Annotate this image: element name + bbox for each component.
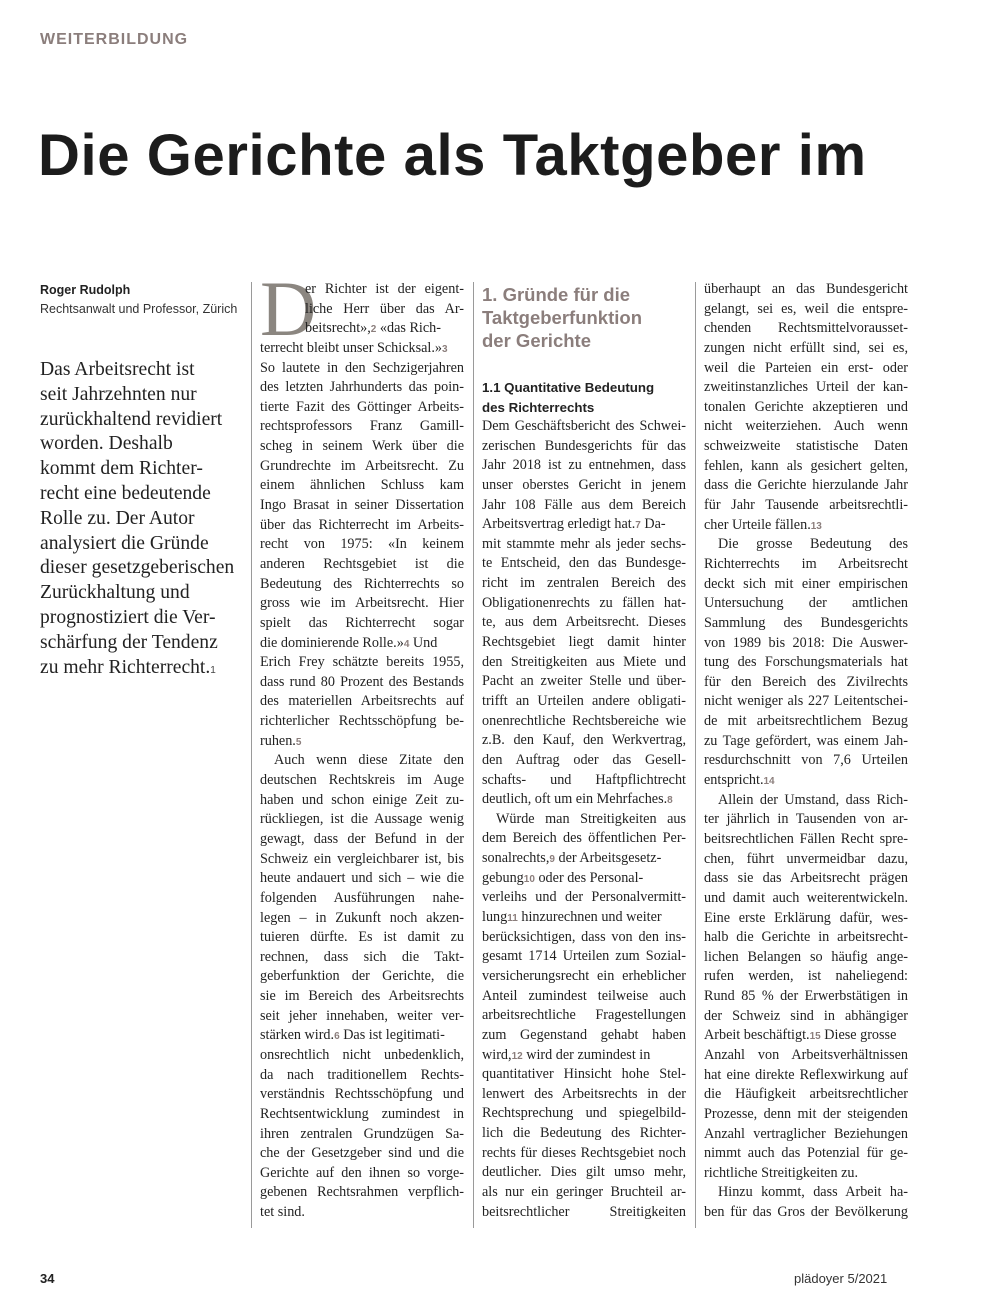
text-line: So lautete in den Sechzigerjahren xyxy=(260,359,464,376)
text-line: gesamt 1714 Urteilen zum Sozial- xyxy=(482,948,686,965)
text-line: zungen nicht erfüllt sind, sei es, xyxy=(704,339,908,356)
text-line: schweizweite statistische Daten xyxy=(704,438,908,455)
section-label: WEITERBILDUNG xyxy=(40,31,189,48)
text-line: gebenen Rechtsrahmen verpflich- xyxy=(260,1184,464,1201)
text-fragment: terrecht bleibt unser Schicksal.» xyxy=(260,339,443,356)
footnote-ref[interactable]: 11 xyxy=(507,913,518,925)
text-line: zweitinstanzliches Urteil der kan- xyxy=(704,379,908,396)
text-fragment: Da- xyxy=(640,516,666,533)
text-line: lich die Bedeutung des Richter- xyxy=(482,1125,686,1142)
text-line: Ingo Brasat in seiner Dissertation xyxy=(260,497,464,514)
footnote-ref[interactable]: 12 xyxy=(511,1050,523,1062)
text-line: ihren zentralen Grundzügen Sa- xyxy=(260,1125,464,1142)
text-fragment: Arbeitsvertrag erledigt hat. xyxy=(482,516,636,533)
text-fragment: Arbeit beschäftigt. xyxy=(704,1027,810,1044)
text-line: haben und schon einige Zeit zu- xyxy=(260,791,464,808)
subheading-line: 1.1 Quantitative Bedeutung xyxy=(482,380,655,395)
text-line: ben für das Gros der Bevölkerung xyxy=(704,1204,908,1221)
text-line: gewagt, dass der Befund in der xyxy=(260,830,464,847)
text-line: deckt sich mit einer empirischen xyxy=(704,575,908,592)
footnote-ref[interactable]: 13 xyxy=(810,520,822,532)
text-line: einem ähnlichen Schluss kam xyxy=(260,477,464,494)
lead-line: zurückhaltend revidiert xyxy=(40,408,223,430)
lead-line: Das Arbeitsrecht ist xyxy=(40,359,195,380)
page-number: 34 xyxy=(40,1271,55,1286)
footnote-ref[interactable]: 9 xyxy=(549,854,555,866)
footnote-ref[interactable]: 14 xyxy=(763,776,775,788)
text-line: halb die Gerichte in arbeitsrecht- xyxy=(704,929,908,946)
lead-line: analysiert die Gründe xyxy=(40,532,209,554)
article-headline: Die Gerichte als Taktgeber im xyxy=(38,123,867,188)
text-line: scheg in seinem Werk über die xyxy=(260,438,464,455)
text-line xyxy=(482,790,686,810)
text-line: Obligationenrechts zu fällen hat- xyxy=(482,594,686,611)
text-line: recht von 1975: «In keinem xyxy=(260,536,464,553)
text-line: Prozesse, denn mit der steigenden xyxy=(704,1105,908,1122)
lead-line xyxy=(40,656,240,684)
text-line: versicherungsrecht ein erheblicher xyxy=(482,967,686,984)
section-heading xyxy=(482,283,642,352)
text-line: Anzahl von Arbeitsverhältnissen xyxy=(704,1046,908,1063)
text-line: beitsrechtlichen Fällen Recht spre- xyxy=(704,830,908,847)
text-line: deutschen Rechtskreis im Auge xyxy=(260,772,464,789)
text-line: für den Bereich des Zivilrechts xyxy=(704,673,908,690)
text-line: der Schweiz sind in abhängiger xyxy=(704,1007,908,1024)
text-line: richt im zentralen Bereich des xyxy=(482,575,686,592)
text-line: Anzahl vertraglicher Beziehungen xyxy=(704,1125,908,1142)
text-line: Allein der Umstand, dass Rich- xyxy=(718,791,908,808)
text-line: und damit auch weiterentwickeln. xyxy=(704,889,908,906)
text-fragment: sonalrechts, xyxy=(482,850,550,867)
body-column-1 xyxy=(260,280,464,1223)
text-line: gelangt, sei es, weil die entspre- xyxy=(704,300,908,317)
text-fragment: Das ist legitimati- xyxy=(339,1027,445,1044)
text-line: ter jährlich in Tausenden von ar- xyxy=(704,811,908,828)
text-line: den Streitigkeiten aus Miete und xyxy=(482,653,686,670)
footnote-ref[interactable]: 3 xyxy=(442,343,448,355)
text-line: tonalen Gerichte akzeptieren und xyxy=(704,398,908,415)
text-line: Schweiz ein vergleichbarer ist, bis xyxy=(260,850,464,867)
text-line xyxy=(482,908,686,928)
footnote-ref[interactable]: 1 xyxy=(210,664,216,676)
text-line xyxy=(704,516,908,536)
text-line: zum Gegenstand gehabt haben xyxy=(482,1026,686,1043)
text-line: Grundrechte im Arbeitsrecht. Zu xyxy=(260,457,464,474)
text-line: folgenden Ausführungen nahe- xyxy=(260,889,464,906)
subheading-line: des Richterrechts xyxy=(482,400,595,415)
text-fragment: ruhen. xyxy=(260,732,296,749)
text-line: richterlicher Rechtsschöpfung be- xyxy=(260,713,464,730)
text-line: rückliegen, ist die Aussage wenig xyxy=(260,811,464,828)
footnote-ref[interactable]: 8 xyxy=(667,795,673,807)
text-line: anderen Rechtsgebiet ist die xyxy=(260,555,464,572)
text-line: tierte Fazit des Göttinger Arbeits- xyxy=(260,398,464,415)
text-line: spielt das Richterrecht sogar xyxy=(260,614,464,631)
author-name: Roger Rudolph xyxy=(40,283,131,297)
text-line: mit stammte mehr als jeder sechs- xyxy=(482,535,686,552)
text-line: Anteil zumindest teilweise auch xyxy=(482,987,686,1004)
text-line: che der Gesetzgeber sind und die xyxy=(260,1145,464,1162)
heading-line: 1. Gründe für die xyxy=(482,284,631,305)
lead-line: Zurückhaltung und xyxy=(40,582,190,604)
text-line: dass rund 80 Prozent des Bestands xyxy=(260,673,464,690)
text-line: Bedeutung des Richterrechts so xyxy=(260,575,464,592)
text-line: überhaupt an das Bundesgericht xyxy=(704,281,908,297)
text-fragment: entspricht. xyxy=(704,772,764,789)
text-line: fehlen, kann als gesichert gelten, xyxy=(704,457,908,474)
text-line: quantitativer Hinsicht hohe Stel- xyxy=(482,1066,686,1083)
text-line xyxy=(482,515,686,535)
text-line: te, aus dem Arbeitsrecht. Dieses xyxy=(482,614,686,631)
text-line: Erich Frey schätzte bereits 1955, xyxy=(260,654,464,671)
text-line: von 1989 bis 2018: Die Auswer- xyxy=(704,634,908,651)
text-line: Auch wenn diese Zitate den xyxy=(274,752,464,769)
text-line: rufen werden, ist naheliegend: xyxy=(704,968,908,985)
text-fragment: hinzurechnen und weiter xyxy=(517,909,662,926)
footnote-ref[interactable]: 10 xyxy=(523,873,535,885)
text-fragment: gebung xyxy=(482,869,524,886)
text-line: onenrechtliche Rechtsbereiche wie xyxy=(482,712,686,729)
lead-line: Rolle zu. Der Autor xyxy=(40,507,195,529)
text-fragment: Und xyxy=(409,634,438,651)
text-line: legen – in Zukunft noch akzen- xyxy=(260,909,464,926)
text-fragment: der Arbeitsgesetz- xyxy=(554,850,662,867)
footnote-ref[interactable]: 6 xyxy=(334,1031,340,1043)
text-line: de mit arbeitsrechtlichem Bezug xyxy=(704,713,908,730)
text-line: er Richter ist der eigent- xyxy=(305,281,464,297)
text-line: Pacht an zweiter Stelle und über- xyxy=(482,673,686,690)
text-line: rechts für dieses Rechtsgebiet noch xyxy=(482,1144,686,1161)
text-line: rechtsprofessors Franz Gamill- xyxy=(260,418,464,435)
column-divider xyxy=(473,282,474,1228)
text-fragment: deutlich, oft um ein Mehrfaches. xyxy=(482,791,668,808)
text-fragment: Diese grosse xyxy=(820,1027,897,1044)
text-line: verleihs und der Personalvermitt- xyxy=(482,889,686,906)
text-line: dem Bereich des öffentlichen Per- xyxy=(482,830,686,847)
text-line: über das Richterrecht im Arbeits- xyxy=(260,516,464,533)
body-column-2 xyxy=(482,417,686,1222)
text-line: nimmt auch das Potenzial für ge- xyxy=(704,1145,908,1162)
text-line: des materiellen Arbeitsrechts auf xyxy=(260,693,464,710)
text-line: weil die Parteien ein erst- oder xyxy=(704,359,908,376)
text-line: Dem Geschäftsbericht des Schwei- xyxy=(482,418,686,434)
text-fragment: lung xyxy=(482,909,508,926)
text-line: resdurchschnitt von 7,6 Urteilen xyxy=(704,752,908,769)
text-line: für Jahr Tausende arbeitsrechtli- xyxy=(704,497,908,514)
lead-line: kommt dem Richter- xyxy=(40,458,203,480)
text-line: die Häufigkeit arbeitsrechtlicher xyxy=(704,1086,908,1103)
lead-line-text: zu mehr Richterrecht. xyxy=(40,656,211,678)
drop-cap: D xyxy=(260,265,317,352)
text-line: als nur ein geringer Bruchteil ar- xyxy=(482,1183,686,1200)
text-line xyxy=(482,869,686,889)
text-line: tuieren dürfte. Es ist damit zu xyxy=(260,929,464,946)
text-line xyxy=(482,849,686,869)
text-line: Eine erste Erklärung dafür, wes- xyxy=(704,909,908,926)
subsection-heading xyxy=(482,378,654,418)
text-line: chen, führt unvermeidbar dazu, xyxy=(704,850,908,867)
text-line: chenden Rechtsmittelvorausset- xyxy=(704,320,908,337)
text-line: heute andauert und sich – wie die xyxy=(260,870,464,887)
lead-line: worden. Deshalb xyxy=(40,433,173,455)
text-line: den Auftrag oder das Gesell- xyxy=(482,751,686,768)
text-line: te Entscheid, den das Bundesge- xyxy=(482,555,686,572)
text-line: hat eine direkte Reflexwirkung auf xyxy=(704,1066,908,1083)
footnote-ref[interactable]: 15 xyxy=(809,1031,821,1043)
text-line: berücksichtigen, dass von den ins- xyxy=(482,928,686,945)
text-fragment: «das Rich- xyxy=(376,320,441,337)
text-line: z.B. den Kauf, den Werkvertrag, xyxy=(482,732,686,749)
text-line: Rund 85 % der Erwerbstätigen in xyxy=(704,988,908,1005)
text-line: beitsrechtlicher Streitigkeiten xyxy=(482,1203,686,1220)
text-line xyxy=(260,634,464,654)
text-line: Untersuchung der amtlichen xyxy=(704,595,908,612)
text-line: seit jeher innehaben, weiter ver- xyxy=(260,1007,464,1024)
lead-line: schärfung der Tendenz xyxy=(40,631,218,653)
text-line: Rechtsgebiet liegt damit hinter xyxy=(482,634,686,651)
text-line: Sammlung des Bundesgerichts xyxy=(704,614,908,631)
text-line: liche Herr über das Ar- xyxy=(305,300,464,317)
footnote-ref[interactable]: 4 xyxy=(403,638,410,650)
text-line: Richterrechts im Arbeitsrecht xyxy=(704,555,908,572)
text-line: richtliche Streitigkeiten zu. xyxy=(704,1164,859,1181)
column-divider xyxy=(251,282,252,1228)
lead-line: dieser gesetzgeberischen xyxy=(40,557,235,579)
text-line: nicht weniger als 227 Leitentschei- xyxy=(704,693,908,710)
text-line: tet sind. xyxy=(260,1204,305,1221)
text-line: nicht weiterziehen. Auch wenn xyxy=(704,418,908,435)
text-line: arbeitsrechtliche Fragestellungen xyxy=(482,1007,686,1024)
lead-line: recht eine bedeutende xyxy=(40,482,211,504)
column-divider xyxy=(695,282,696,1228)
magazine-issue: plädoyer 5/2021 xyxy=(794,1271,888,1286)
text-line: rechnen, dass sich die Takt- xyxy=(260,948,464,965)
lead-line: seit Jahrzehnten nur xyxy=(40,383,197,405)
text-line: lenwert des Arbeitsrechts in der xyxy=(482,1085,686,1102)
author-role: Rechtsanwalt und Professor, Zürich xyxy=(40,302,238,316)
text-line: schafts- und Haftpflichtrecht xyxy=(482,771,686,788)
footnote-ref[interactable]: 7 xyxy=(635,520,641,532)
text-line: zu Tage gefördert, was einem Jah- xyxy=(704,732,908,749)
heading-line: der Gerichte xyxy=(482,330,591,351)
text-line: dass die Gerichte hierzulande Jahr xyxy=(704,477,908,494)
text-fragment: wird, xyxy=(482,1046,512,1063)
text-line: Jahr 2018 ist zu entnehmen, dass xyxy=(482,457,686,474)
text-line xyxy=(704,771,908,791)
text-fragment: wird der zumindest in xyxy=(522,1046,651,1063)
text-line: tung des Forschungsmaterials hat xyxy=(704,654,908,671)
text-line: Gerichte auf den ihnen so vorge- xyxy=(260,1164,464,1181)
text-line: verständnis Rechtsschöpfung und xyxy=(260,1086,464,1103)
text-line: Rechtsentwicklung zumindest in xyxy=(260,1105,464,1122)
footnote-ref[interactable]: 5 xyxy=(295,736,302,748)
text-line: lichen Belangen so häufig ange- xyxy=(704,948,908,965)
text-line: trifft an Urteilen andere obligati- xyxy=(482,692,686,709)
text-line xyxy=(260,1026,464,1046)
text-fragment: stärken wird. xyxy=(260,1027,335,1044)
text-line: sie im Bereich des Arbeitsrechts xyxy=(260,988,464,1005)
text-fragment: cher Urteile fällen. xyxy=(704,516,811,533)
text-line: onsrechtlich nicht unbedenklich, xyxy=(260,1046,464,1063)
lead-paragraph xyxy=(40,358,240,683)
text-line: Hinzu kommt, dass Arbeit ha- xyxy=(718,1184,908,1201)
text-line: geberfunktion der Gerichte, die xyxy=(260,968,464,985)
text-line xyxy=(704,1026,908,1046)
text-line: Die grosse Bedeutung des xyxy=(718,536,908,553)
footnote-ref[interactable]: 2 xyxy=(370,324,377,336)
text-line: Jahr 108 Fälle aus dem Bereich xyxy=(482,496,686,513)
text-line: gross wie im Arbeitsrecht. Hier xyxy=(260,595,464,612)
text-line: unser oberstes Gericht in jenem xyxy=(482,476,686,493)
text-line xyxy=(260,319,464,339)
body-column-3 xyxy=(704,280,908,1223)
text-line: da nach traditionellem Rechts- xyxy=(260,1066,464,1083)
lead-line: prognostiziert die Ver- xyxy=(40,606,216,628)
text-fragment: beitsrecht», xyxy=(305,320,371,337)
text-line xyxy=(482,1046,686,1066)
text-line: des letzten Jahrhunderts das poin- xyxy=(260,379,464,396)
text-line: Würde man Streitigkeiten aus xyxy=(496,810,686,827)
text-fragment: die dominierende Rolle.» xyxy=(260,634,404,651)
text-line: deutlicher. Dies gilt umso mehr, xyxy=(482,1164,686,1181)
text-line: zerischen Bundesgerichts für das xyxy=(482,437,686,454)
text-line xyxy=(260,339,464,359)
text-line xyxy=(260,732,464,752)
heading-line: Taktgeberfunktion xyxy=(482,307,642,328)
text-line: Rechtsprechung und spiegelbild- xyxy=(482,1105,686,1122)
text-fragment: oder des Personal- xyxy=(534,869,644,886)
text-line: dass sie das Arbeitsrecht prägen xyxy=(704,870,908,887)
